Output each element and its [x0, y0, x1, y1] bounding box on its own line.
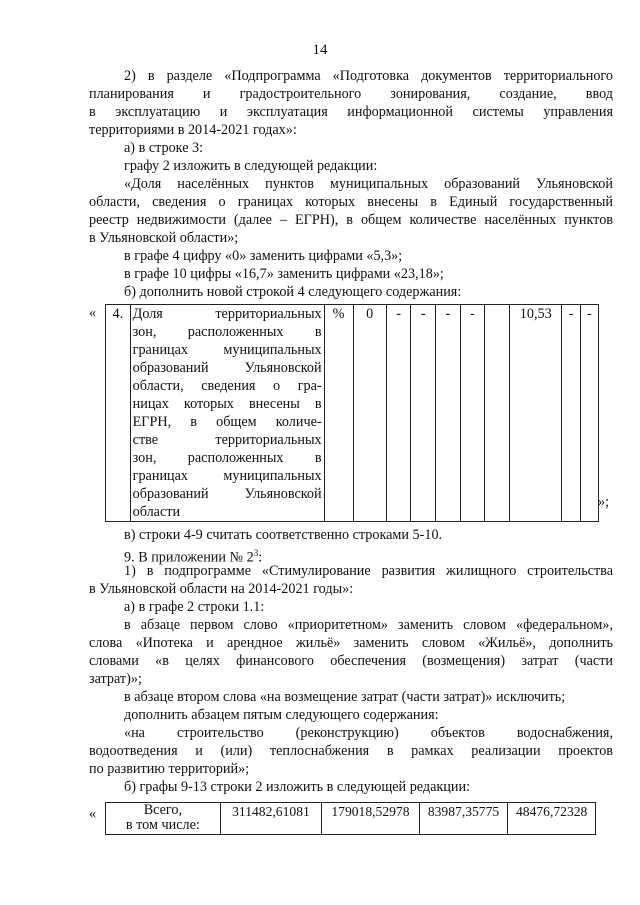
quote1-line-3: реестр недвижимости (далее – ЕГРН), в общем количестве населённых пунктов: [89, 212, 613, 228]
desc-line: зон, расположенных в: [132, 450, 322, 466]
value-cell: -: [436, 305, 461, 522]
abz1-line-3: словами «в целях финансового обеспечения (возмещения) затрат (части: [89, 653, 613, 669]
line-v-renumber: в) строки 4-9 считать соответственно строками 5-10.: [124, 527, 443, 543]
table2-open-quote: «: [89, 806, 97, 822]
line-b-graf9-13: б) графы 9-13 строки 2 изложить в следующей редакции:: [124, 779, 471, 795]
para-2-line-4: территориями в 2014-2021 годах»:: [89, 122, 297, 138]
value-cell: -: [411, 305, 436, 522]
desc-line: образований Ульяновской: [132, 360, 322, 376]
value-cell: -: [562, 305, 580, 522]
totals-label-line: Всего,: [143, 802, 183, 818]
abz1-line-1: в абзаце первом слово «приоритетном» заменить словом «федеральном»,: [124, 617, 613, 633]
desc-line: области, сведения о гра-: [132, 378, 322, 394]
value-cell: -: [580, 305, 598, 522]
line-b-add-row: б) дополнить новой строкой 4 следующего содержания:: [124, 284, 462, 300]
desc-line: Доля территориальных: [132, 306, 322, 322]
total-value-cell: 179018,52978: [322, 803, 420, 835]
line-graf2: графу 2 изложить в следующей редакции:: [124, 158, 378, 174]
para-1-line-2: в Ульяновской области на 2014-2021 годы»:: [89, 581, 354, 597]
desc-line: образований Ульяновской: [132, 486, 322, 502]
totals-label-line: в том числе:: [125, 817, 200, 833]
page-number: 14: [312, 42, 328, 58]
quote2-line-3: по развитию территорий»;: [89, 761, 250, 777]
line-a-row3: а) в строке 3:: [124, 140, 204, 156]
para-1-line-1: 1) в подпрограмме «Стимулирование развития жилищного строительства: [124, 563, 613, 579]
row-description-cell: [130, 305, 324, 522]
quote1-line-2: области, сведения о границах которых внесены в Единый государственный: [89, 194, 613, 210]
total-value-cell: 83987,35775: [419, 803, 508, 835]
desc-line: стве территориальных: [132, 432, 322, 448]
unit-cell: %: [324, 305, 353, 522]
desc-line: зон, расположенных в: [132, 324, 322, 340]
line-abz5: дополнить абзацем пятым следующего содержания:: [124, 707, 439, 723]
value-cell: -: [460, 305, 485, 522]
para-2-line-1: 2) в разделе «Подпрограмма «Подготовка документов территориального: [124, 68, 613, 84]
row-number-cell: 4.: [106, 305, 131, 522]
totals-label-cell: [106, 803, 221, 835]
table1-open-quote: «: [89, 305, 97, 321]
line-9-appendix: 9. В приложении № $2^3$:: [124, 548, 263, 566]
value-cell: [485, 305, 510, 522]
new-row-table: [105, 304, 599, 522]
table-row: [106, 305, 599, 522]
table1-close-quote: »;: [598, 494, 610, 510]
abz1-line-4: затрат)»;: [89, 671, 142, 687]
desc-line: области: [132, 504, 181, 520]
line-graf10: в графе 10 цифры «16,7» заменить цифрами «23,18»;: [124, 266, 444, 282]
line-a-graf2: а) в графе 2 строки 1.1:: [124, 599, 265, 615]
abz1-line-2: слова «Ипотека и арендное жильё» заменить словом «Жильё», дополнить: [89, 635, 613, 651]
line-graf4: в графе 4 цифру «0» заменить цифрами «5,3»;: [124, 248, 403, 264]
line-abz2: в абзаце втором слова «на возмещение затрат (части затрат)» исключить;: [124, 689, 566, 705]
desc-line: ницах которых внесены в: [132, 396, 322, 412]
totals-table: [105, 802, 596, 835]
quote2-line-1: «на строительство (реконструкцию) объектов водоснабжения,: [124, 725, 613, 741]
desc-line: ЕГРН, в общем количе-: [132, 414, 322, 430]
value-cell: 10,53: [509, 305, 562, 522]
total-value-cell: 48476,72328: [508, 803, 596, 835]
para-2-line-2: планирования и градостроительного зонирования, создание, ввод: [89, 86, 613, 102]
para-2-line-3: в эксплуатацию и эксплуатация информационной системы управления: [89, 104, 613, 120]
desc-line: границах муниципальных: [132, 468, 322, 484]
total-value-cell: 311482,61081: [220, 803, 321, 835]
table-row: [106, 803, 596, 835]
value-cell: 0: [353, 305, 386, 522]
value-cell: -: [386, 305, 411, 522]
quote1-line-4: в Ульяновской области»;: [89, 230, 239, 246]
quote1-line-1: «Доля населённых пунктов муниципальных образований Ульяновской: [124, 176, 613, 192]
quote2-line-2: водоотведения и (или) теплоснабжения в рамках реализации проектов: [89, 743, 613, 759]
desc-line: границах муниципальных: [132, 342, 322, 358]
